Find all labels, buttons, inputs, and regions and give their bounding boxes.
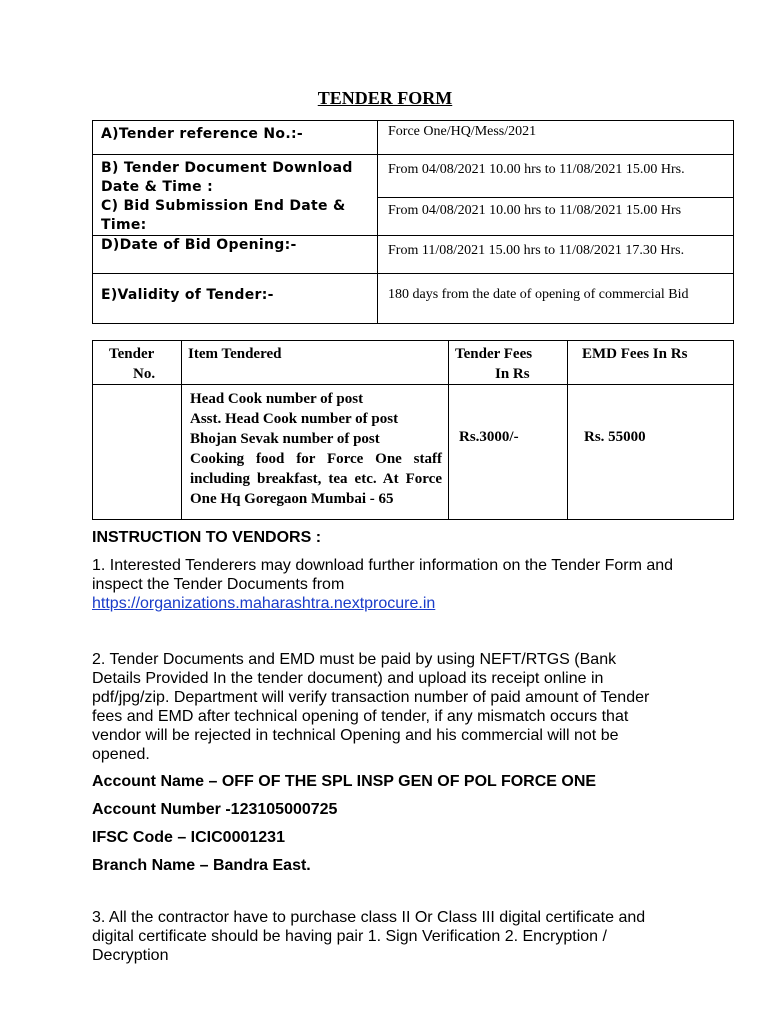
table-row: [93, 197, 734, 236]
table-row: [93, 274, 734, 324]
account-name: Account Name – OFF OF THE SPL INSP GEN OF POL FORCE ONE: [92, 773, 597, 790]
tender-fees-cell: Rs.3000/-: [449, 385, 568, 520]
bid-opening-value: From 11/08/2021 15.00 hrs to 11/08/2021 17.30 Hrs.: [378, 236, 734, 274]
branch-name: Branch Name – Bandra East.: [92, 857, 311, 874]
header-tender-fees: [449, 341, 568, 385]
header-fees-line1: Tender Fees: [455, 346, 533, 362]
table-header-row: [93, 341, 734, 385]
header-tender-no-line1: Tender: [109, 346, 155, 362]
table-row: [93, 385, 734, 520]
account-number: Account Number -123105000725: [92, 801, 338, 818]
tender-reference-table: [92, 120, 734, 324]
table-row: [93, 236, 734, 274]
table-row: [93, 155, 734, 198]
item-tendered-cell: [182, 385, 449, 520]
item-line: Head Cook number of post: [190, 391, 364, 407]
items-tendered-table: [92, 340, 734, 520]
header-tender-no: [93, 341, 182, 385]
ifsc-code: IFSC Code – ICIC0001231: [92, 829, 285, 846]
instruction-paragraph-2: 2. Tender Documents and EMD must be paid by using NEFT/RTGS (Bank Details Provided In the tender document) and upload its receipt online in pdf/jpg/zip. Department will verify transaction number of paid amount of Tender fees and EMD after technical opening of tender, if any mismatch occurs that vendor will be rejected in technical Opening and his commercial will not be opened.: [92, 651, 650, 763]
instructions-heading: INSTRUCTION TO VENDORS :: [92, 529, 322, 546]
reference-value: Force One/HQ/Mess/2021: [378, 121, 734, 155]
download-date-value: From 04/08/2021 10.00 hrs to 11/08/2021 15.00 Hrs.: [378, 155, 734, 198]
item-line: Bhojan Sevak number of post: [190, 431, 380, 447]
page-title: TENDER FORM: [317, 88, 453, 108]
header-fees-line2: In Rs: [495, 366, 530, 382]
download-date-label: B) Tender Document Download Date & Time :: [93, 155, 378, 198]
validity-label: E)Validity of Tender:-: [93, 274, 378, 324]
emd-fees-cell: Rs. 55000: [568, 385, 734, 520]
instruction-paragraph-1: [92, 556, 692, 613]
submission-date-label: C) Bid Submission End Date & Time:: [93, 197, 378, 236]
tender-no-cell: [93, 385, 182, 520]
item-line: Cooking food for Force One staff including breakfast, tea etc. At Force One Hq Goregaon Mumbai - 65: [190, 451, 442, 507]
header-tender-no-line2: No.: [133, 366, 156, 382]
instruction-1-text: 1. Interested Tenderers may download further information on the Tender Form and inspect the Tender Documents from: [92, 557, 674, 593]
bid-opening-label: D)Date of Bid Opening:-: [93, 236, 378, 274]
table-row: [93, 121, 734, 155]
header-item-tendered: Item Tendered: [182, 341, 449, 385]
validity-value: 180 days from the date of opening of commercial Bid: [378, 274, 734, 324]
item-line: Asst. Head Cook number of post: [190, 411, 399, 427]
tender-portal-link[interactable]: https://organizations.maharashtra.nextprocure.in: [92, 595, 436, 612]
submission-date-value: From 04/08/2021 10.00 hrs to 11/08/2021 15.00 Hrs: [378, 197, 734, 236]
header-emd-fees: EMD Fees In Rs: [568, 341, 734, 385]
instruction-paragraph-3: 3. All the contractor have to purchase class II Or Class III digital certificate and digital certificate should be having pair 1. Sign Verification 2. Encryption / Decryption: [92, 909, 646, 964]
reference-label: A)Tender reference No.:-: [93, 121, 378, 155]
